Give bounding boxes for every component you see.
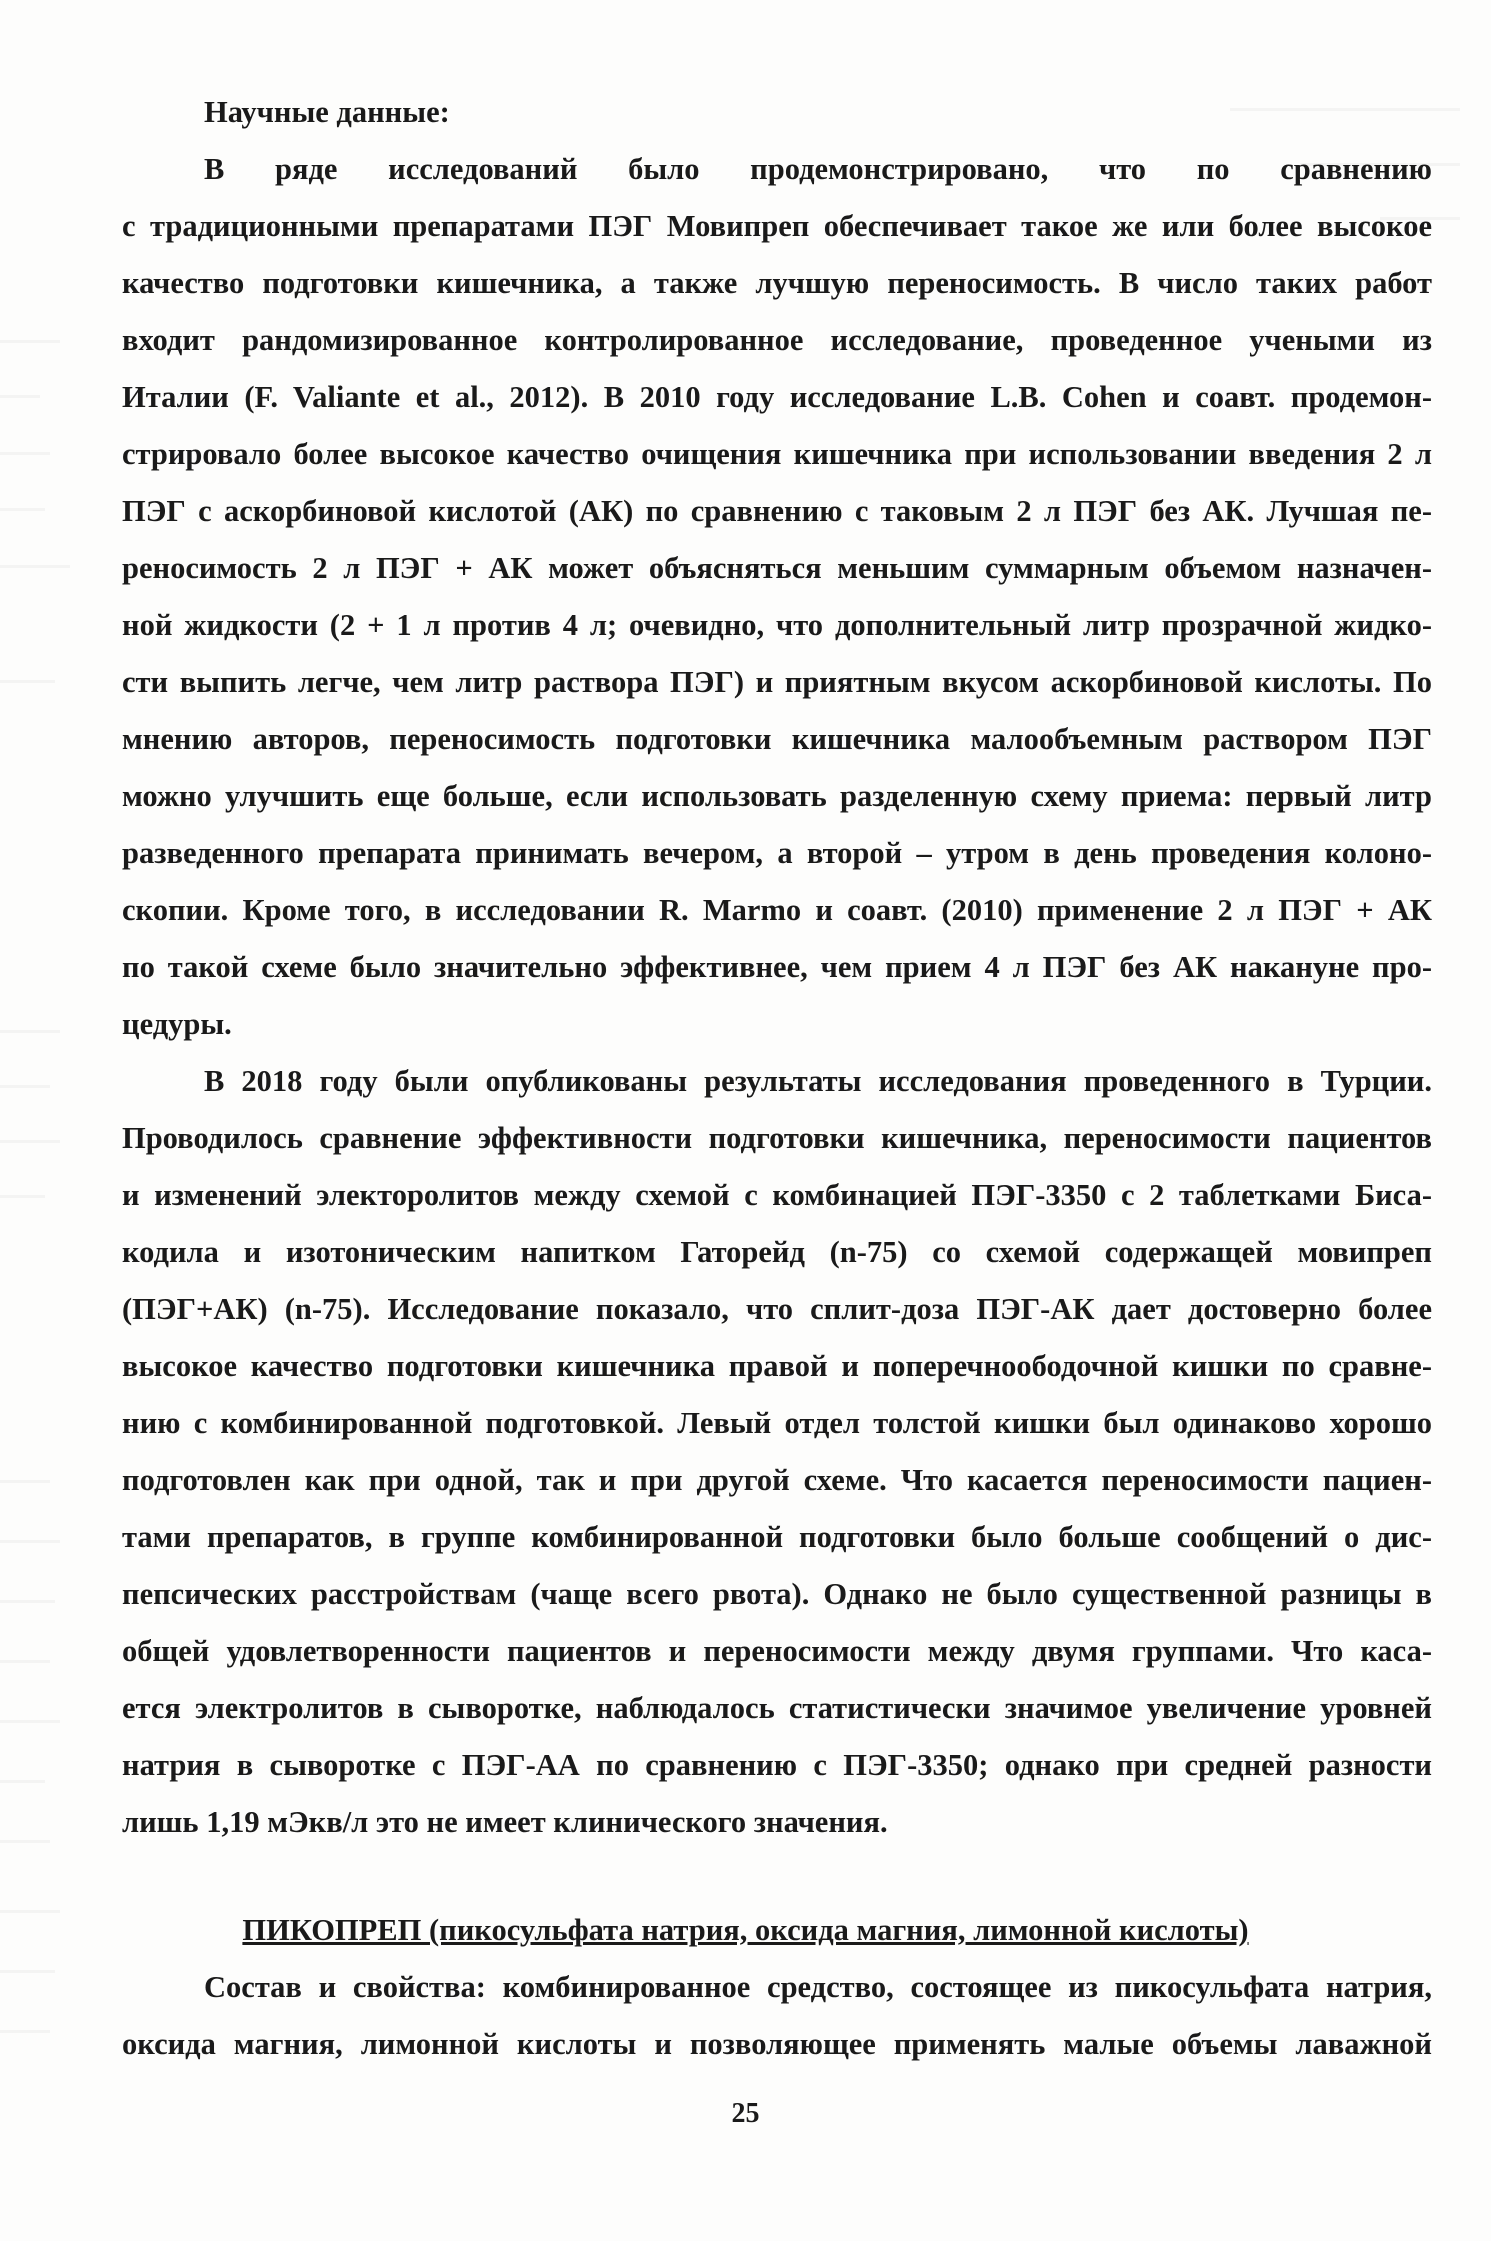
paragraph-line: Италии (F. Valiante et al., 2012). В 2010 году исследование L.B. Cohen и соавт. продемон-: [122, 380, 1432, 414]
paragraph-line: В 2018 году были опубликованы результаты исследования проведенного в Турции.: [204, 1064, 1432, 1098]
paragraph-line: входит рандомизированное контролированное исследование, проведенное учеными из: [122, 323, 1432, 357]
paragraph-line: реносимость 2 л ПЭГ + АК может объясняться меньшим суммарным объемом назначен-: [122, 551, 1432, 585]
section-heading-pikoprep: ПИКОПРЕП (пикосульфата натрия, оксида магния, лимонной кислоты): [242, 1913, 1249, 1947]
paragraph-line: цедуры.: [122, 1007, 232, 1041]
paragraph-line: сти выпить легче, чем литр раствора ПЭГ) и приятным вкусом аскорбиновой кислоты. По: [122, 665, 1432, 699]
paragraph-line: пепсических расстройствам (чаще всего рвота). Однако не было существенной разницы в: [122, 1577, 1432, 1611]
paragraph-line: тами препаратов, в группе комбинированной подготовки было больше сообщений о дис-: [122, 1520, 1432, 1554]
paragraph-line: лишь 1,19 мЭкв/л это не имеет клинического значения.: [122, 1805, 888, 1839]
paragraph-line: с традиционными препаратами ПЭГ Мовипреп обеспечивает такое же или более высокое: [122, 209, 1432, 243]
paragraph-line: стрировало более высокое качество очищения кишечника при использовании введения 2 л: [122, 437, 1432, 471]
paragraph-line: ной жидкости (2 + 1 л против 4 л; очевидно, что дополнительный литр прозрачной жидко-: [122, 608, 1432, 642]
final-paragraph: [122, 1959, 1432, 2073]
paragraph-line: и изменений электоролитов между схемой с комбинацией ПЭГ-3350 с 2 таблетками Биса-: [122, 1178, 1432, 1212]
paragraph-line: В ряде исследований было продемонстрировано, что по сравнению: [204, 152, 1432, 186]
page-number: 25: [731, 2098, 760, 2129]
paragraph-line: нию с комбинированной подготовкой. Левый отдел толстой кишки был одинаково хорошо: [122, 1406, 1432, 1440]
paragraph-line: мнению авторов, переносимость подготовки кишечника малообъемным раствором ПЭГ: [122, 722, 1432, 756]
paragraph-line: Состав и свойства: комбинированное средство, состоящее из пикосульфата натрия,: [204, 1970, 1432, 2004]
paragraph-line: высокое качество подготовки кишечника правой и поперечноободочной кишки по сравне-: [122, 1349, 1432, 1383]
paragraph-line: по такой схеме было значительно эффективнее, чем прием 4 л ПЭГ без АК накануне про-: [122, 950, 1432, 984]
paragraph-line: качество подготовки кишечника, а также лучшую переносимость. В число таких работ: [122, 266, 1432, 300]
paragraph-line: кодила и изотоническим напитком Гаторейд (n-75) со схемой содержащей мовипреп: [122, 1235, 1432, 1269]
paragraph-line: ется электролитов в сыворотке, наблюдалось статистически значимое увеличение уровней: [122, 1691, 1432, 1725]
paragraph-line: ПЭГ с аскорбиновой кислотой (АК) по сравнению с таковым 2 л ПЭГ без АК. Лучшая пе-: [122, 494, 1432, 528]
paragraph-line: натрия в сыворотке с ПЭГ-АА по сравнению с ПЭГ-3350; однако при средней разности: [122, 1748, 1432, 1782]
subheading-scientific-data: Научные данные:: [204, 95, 450, 129]
paragraph-line: общей удовлетворенности пациентов и переносимости между двумя группами. Что каса-: [122, 1634, 1432, 1668]
paragraph-line: скопии. Кроме того, в исследовании R. Marmo и соавт. (2010) применение 2 л ПЭГ + АК: [122, 893, 1432, 927]
body-text: [122, 84, 1432, 1851]
paragraph-line: подготовлен как при одной, так и при другой схеме. Что касается переносимости пациен-: [122, 1463, 1432, 1497]
paragraph-line: оксида магния, лимонной кислоты и позволяющее применять малые объемы лаважной: [122, 2027, 1432, 2061]
paragraph-line: Проводилось сравнение эффективности подготовки кишечника, переносимости пациентов: [122, 1121, 1432, 1155]
paragraph-line: можно улучшить еще больше, если использовать разделенную схему приема: первый литр: [122, 779, 1432, 813]
paragraph-line: разведенного препарата принимать вечером, а второй – утром в день проведения колоно-: [122, 836, 1432, 870]
paragraph-line: (ПЭГ+АК) (n-75). Исследование показало, что сплит-доза ПЭГ-АК дает достоверно более: [122, 1292, 1432, 1326]
